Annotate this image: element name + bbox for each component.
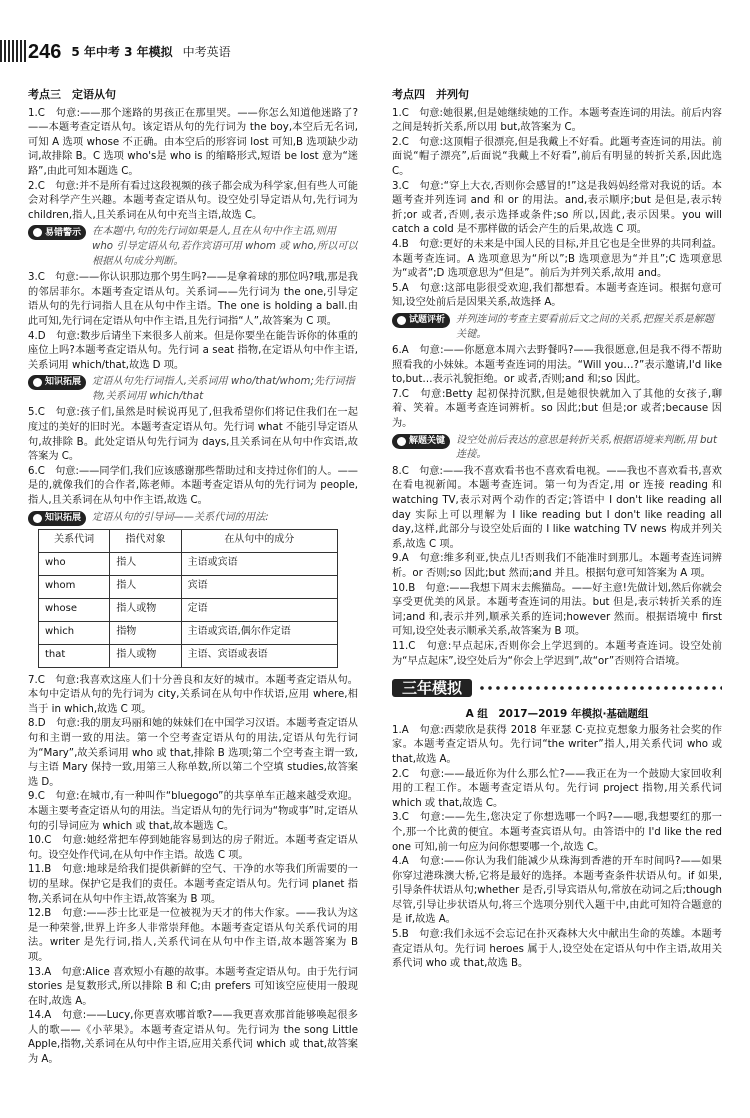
analysis-icon (397, 316, 406, 325)
tip-box (392, 313, 722, 342)
banner-label: 三年模拟 (392, 679, 472, 698)
answer-item: 9.C 句意:在城市,有一种叫作“bluegogo”的共享单车正越来越受欢迎。本题主要考查定语从句的用法。当定语从句的先行词为“物或事”时,定语从句的引导词应为 which 或 that,故本题选 C。 (28, 791, 358, 832)
tip-text: 在本题中,句的先行词如果是人,且在从句中作主语,则用 who 引导定语从句,若作宾语可用 whom 或 who,所以可以根据从句成分判断。 (92, 226, 358, 267)
answer-item: 7.C 句意:Betty 起初保持沉默,但是她很快就加入了其他的女孩子,聊着、笑着。本题考查连词辨析。so 因此;but 但是;or 或者;because 因为。 (392, 388, 722, 430)
relative-pronoun-table (38, 529, 338, 668)
answer-item: 11.C 句意:早点起床,否则你会上学迟到的。本题考查连词。设空处前为“早点起床”,设空处后为“你会上学迟到”,故“or”否则符合语境。 (392, 640, 722, 667)
knowledge-icon (33, 378, 42, 387)
tip-text: 并列连词的考查主要看前后文之间的关系,把握关系是解题关键。 (456, 313, 714, 340)
answer-item: 8.D 句意:我的朋友玛丽和她的妹妹们在中国学习汉语。本题考查定语从句和主谓一致的用法。第一个空考查定语从句的用法,定语从句先行词为“Mary”,故关系词用 who 或 that,排除 B 选项;第二个空考查主谓一致,与主语 Mary 保持一致,用第三人称单数,所以第二个空填 studies,故答案选 D。 (28, 718, 358, 788)
banner-dots (478, 685, 722, 691)
knowledge-icon (33, 514, 42, 523)
answer-item: 5.B 句意:我们永远不会忘记在扑灭森林大火中献出生命的英雄。本题考查定语从句。先行词 heroes 属于人,设空处在定语从句中作主语,故用关系代词 who 或 that,故选 B。 (392, 929, 722, 970)
answer-item: 4.A 句意:——你认为我们能减少从珠海到香港的开车时间吗?——如果你穿过港珠澳大桥,它将是最好的选择。本题考查条件状语从句。if 如果,引导条件状语从句;whether 是否,引导宾语从句,常放在动词之后;though 尽管,引导让步状语从句,将三个选项分别代入题干中,由此可知符合题意的是 if,故选 A。 (392, 856, 722, 926)
tip-box (392, 434, 722, 463)
tip-text: 设空处前后表达的意思是转折关系,根据语境来判断,用 but 连接。 (456, 434, 717, 461)
answer-item: 12.B 句意:——莎士比亚是一位被视为天才的伟大作家。——我认为这是一种荣誉,世界上许多人非常崇拜他。本题考查定语从句关系代词的用法。writer 是先行词,指人,关系代词在从句中作主语,故本题答案为 B 项。 (28, 908, 358, 963)
tip-text: 定语从句先行词指人,关系词用 who/that/whom;先行词指物,关系词用 which/that (92, 376, 355, 402)
header-stripes (0, 40, 26, 62)
answer-item: 2.C 句意:并不是所有看过这段视频的孩子都会成为科学家,但有些人可能会对科学产生兴趣。本题考查定语从句。设空处引导定语从句,先行词为 children,指人,且关系词在从句中充当主语,故选 C。 (28, 180, 358, 221)
tip-badge: 知识拓展 (28, 375, 86, 390)
tip-box (28, 511, 358, 526)
tip-badge: 解题关键 (392, 434, 450, 449)
page-header (28, 40, 231, 64)
tip-box (28, 225, 358, 269)
key-icon (397, 437, 406, 446)
right-column (392, 88, 722, 972)
table-row: whom 指人 宾语 (39, 575, 338, 598)
warning-icon (33, 228, 42, 237)
book-subtitle: 中考英语 (182, 44, 231, 59)
tip-badge: 易错警示 (28, 225, 86, 240)
answer-item: 1.A 句意:西蒙欣是获得 2018 年亚瑟 C·克拉克想象力服务社会奖的作家。本题考查定语从句。先行词“the writer”指人,用关系代词 who 或 that,故选 A。 (392, 724, 722, 765)
answer-item: 8.C 句意:——我不喜欢看书也不喜欢看电视。——我也不喜欢看书,喜欢在看电视新闻。本题考查连词。第一句为否定,用 or 连接 reading 和 watching TV,表示对两个动作的否定;答语中 I don't like reading all day 实际上可以理解为 I like reading but I don't like reading all day,这样,此部分与设空处后面的 I like watching TV news 构成并列关系,故选 C 项。 (392, 465, 722, 550)
section-banner (392, 675, 722, 701)
group-title: A 组 2017—2019 年模拟·基础题组 (465, 708, 649, 721)
answer-item: 3.C 句意:——先生,您决定了你想选哪一个吗?——嗯,我想要红的那一个,那一个比黄的便宜。本题考查宾语从句。由答语中的 I'd like the red one 可知,前一句应为问你想要哪一个,故选 C。 (392, 812, 722, 853)
answer-item: 4.B 句意:更好的未来是中国人民的目标,并且它也是全世界的共同利益。本题考查连词。A 选项意思为“所以”;B 选项意思为“并且”;C 选项意思为“或者”;D 选项意思为“但是”。前后为并列关系,故用 and。 (392, 238, 722, 280)
answer-item: 14.A 句意:——Lucy,你更喜欢哪首歌?——我更喜欢那首能够唤起很多人的歌——《小苹果》。本题考查定语从句。先行词为 the song Little Apple,指物,关系词在从句中作主语,应用关系代词 which 或 that,故答案为 A。 (28, 1010, 358, 1066)
answer-item: 7.C 句意:我喜欢这座人们十分善良和友好的城市。本题考查定语从句。本句中定语从句的先行词为 city,关系词在从句中作状语,应用 where,相当于 in which,故选 C 项。 (28, 674, 358, 715)
table-row: whose 指人或物 定语 (39, 598, 338, 621)
book-title: 5 年中考 3 年模拟 (71, 44, 173, 59)
answer-item: 10.B 句意:——我想下周末去熊猫岛。——好主意!先做计划,然后你就会享受更优美的风景。本题考查连词的用法。but 但是,表示转折关系的连词;and 和,表示并列,顺承关系的连词;however 然而。根据语境中 first 可知,设空处表示顺承关系,故答案为 B 项。 (392, 582, 722, 638)
answer-item: 11.B 句意:地球是给我们提供新鲜的空气、干净的水等我们所需要的一切的星球。保护它是我们的责任。本题考查定语从句。先行词 planet 指物,关系词在从句中作主语,故答案为 B 项。 (28, 864, 358, 905)
answer-item: 1.C 句意:——那个迷路的男孩正在那里哭。——你怎么知道他迷路了?——本题考查定语从句。该定语从句的先行词为 the boy,本空后无名词,可知 A 选项 whose 不正确。由本空后的形容词 lost 可知,B 选项缺少动词,故排除 B。C 选项 who's是 who is 的缩略形式,短语 be lost 意为“迷路”,由此可知本题选 C。 (28, 107, 358, 177)
answer-item: 5.C 句意:孩子们,虽然是时候说再见了,但我希望你们将记住我们在一起度过的美好的旧时光。本题考查定语从句。先行词 what 不能引导定语从句,故排除 B。此处定语从句先行词为 days,且关系词在从句中作宾语,故答案为 C。 (28, 407, 358, 463)
page-number: 246 (28, 40, 62, 63)
answer-item: 2.C 句意:这顶帽子很漂亮,但是我戴上不好看。此题考查连词的用法。前面说“帽子漂亮”,后面说“我戴上不好看”,前后有明显的转折关系,因此选 C。 (392, 136, 722, 177)
answer-item: 10.C 句意:她经常把车停到她能容易到达的房子附近。本题考查定语从句。设空处作代词,在从句中作主语。故选 C 项。 (28, 835, 358, 861)
tip-badge: 知识拓展 (28, 511, 86, 526)
answer-item: 6.C 句意:——同学们,我们应该感谢那些帮助过和支持过你们的人。——是的,就像我们的合作者,陈老师。本题考查定语从句的先行词为 people,指人,且关系词在从句中作主语,故选 C。 (28, 465, 358, 507)
tip-box (28, 375, 358, 404)
section-title: 考点四 并列句 (392, 88, 469, 101)
left-column (28, 88, 358, 1068)
answer-item: 13.A 句意:Alice 喜欢短小有趣的故事。本题考查定语从句。由于先行词 stories 是复数形式,所以排除 B 和 C;由 prefers 可知该空应使用一般现在时,故选 A。 (28, 966, 358, 1007)
tip-badge: 试题评析 (392, 313, 450, 328)
answer-item: 4.D 句意:数步后请坐下来很多人前来。但是你要坐在能告诉你的体重的座位上吗?本题考查定语从句。先行词 a seat 指物,在定语从句中作主语,关系词用 which/that,故选 D 项。 (28, 330, 358, 371)
answer-item: 2.C 句意:——最近你为什么那么忙?——我正在为一个鼓励大家回收利用的工程工作。本题考查定语从句。先行词 project 指物,用关系代词 which 或 that,故选 C。 (392, 768, 722, 809)
table-header-row: 关系代词 指代对象 在从句中的成分 (39, 529, 338, 552)
answer-item: 6.A 句意:——你愿意本周六去野餐吗?——我很愿意,但是我不得不帮助照看我的小妹妹。本题考查连词的用法。“Will you…?”表示邀请,I'd like to,but…表示礼貌拒绝。or 或者,否则;and 和;so 因此。 (392, 345, 722, 386)
tip-text: 定语从句的引导词——关系代词的用法: (92, 511, 269, 523)
answer-item: 9.A 句意:维多利亚,快点儿!否则我们不能准时到那儿。本题考查连词辨析。or 否则;so 因此;but 然而;and 并且。根据句意可知答案为 A 项。 (392, 553, 722, 579)
answer-item: 5.A 句意:这部电影很受欢迎,我们都想看。本题考查连词。根据句意可知,设空处前后是因果关系,故选择 A。 (392, 282, 722, 309)
answer-item: 1.C 句意:她很累,但是她继续她的工作。本题考查连词的用法。前后内容之间是转折关系,所以用 but,故答案为 C。 (392, 107, 722, 134)
section-title: 考点三 定语从句 (28, 88, 116, 101)
table-row: who 指人 主语或宾语 (39, 552, 338, 575)
answer-item: 3.C 句意:——你认识那边那个男生吗?——是拿着球的那位吗?哦,那是我的邻居菲尔。本题考查定语从句。关系词——先行词为 the one,引导定语从句的先行词指人且在从句中作主语。The one is holding a ball.由此可知,先行词在定语从句中作主语,且先行词指“人”,故答案为 C 项。 (28, 272, 358, 327)
table-row: that 指人或物 主语、宾语或表语 (39, 644, 338, 667)
answer-item: 3.C 句意:“穿上大衣,否则你会感冒的!”这是我妈妈经常对我说的话。本题考查并列连词 and 和 or 的用法。and,表示顺序;but 是但是,表示转折;or 或者,否则,表示选择或条件;so 所以,因此,表示因果。you will catch a cold 是不那样做的话会产生的后果,故选 C 项。 (392, 180, 722, 236)
table-row: which 指物 主语或宾语,偶尔作定语 (39, 621, 338, 644)
